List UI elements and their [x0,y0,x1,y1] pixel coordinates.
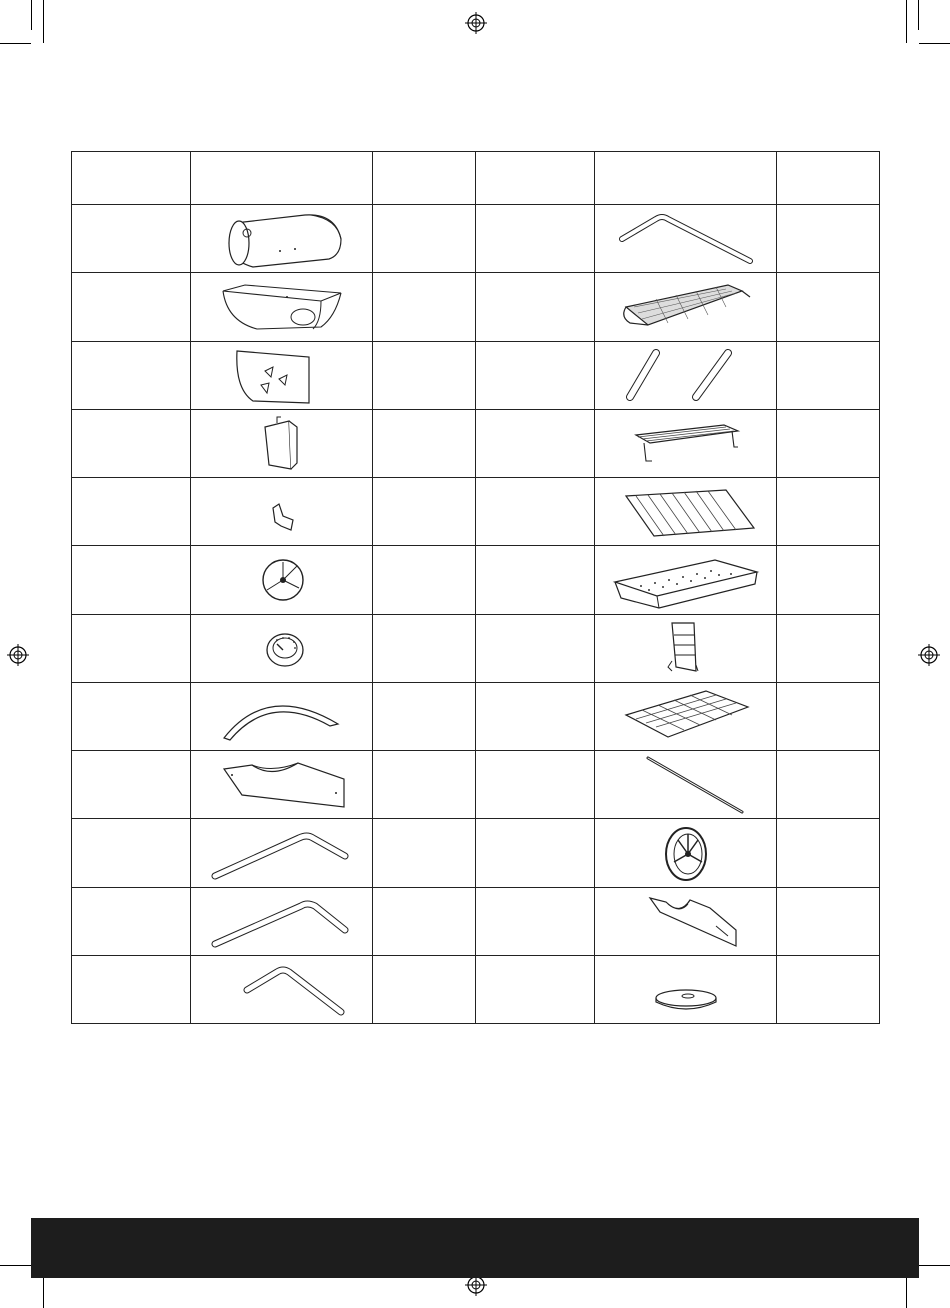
registration-mark-right-icon [918,644,940,666]
support-plate-icon [212,755,352,815]
long-bent-leg-tube-icon [207,822,357,884]
small-bracket-icon [217,482,347,542]
table-row [72,614,880,682]
table-row [72,273,880,341]
table-row [72,819,880,887]
header-cell-qty-2 [777,152,880,205]
table-header-row [72,152,880,205]
crop-mark-top-left-h [0,43,31,44]
table-row [72,546,880,614]
table-row [72,751,880,819]
part-qty-cell [777,682,880,750]
hinge-bracket-icon [217,413,347,473]
table-row [72,887,880,955]
part-qty-cell [373,751,476,819]
crop-mark-top-right-v [906,0,907,43]
header-cell-qty [373,152,476,205]
crop-mark-top-left-v [43,0,44,43]
registration-mark-left-icon [7,644,29,666]
part-image-cell [595,955,777,1023]
part-image-cell [595,819,777,887]
part-image-cell [595,341,777,409]
part-number-cell [72,546,191,614]
part-image-cell [595,273,777,341]
part-qty-cell [373,273,476,341]
thermometer-icon [217,618,347,678]
part-image-cell [191,478,373,546]
part-number-cell [72,205,191,273]
part-image-cell [191,205,373,273]
header-cell-no [72,152,191,205]
part-qty-cell [373,614,476,682]
grill-lid-icon [217,209,347,269]
foot-cap-icon [616,958,756,1020]
crop-mark-top-left-v2 [31,0,32,30]
part-image-cell [191,887,373,955]
bottom-shelf-grid-icon [616,685,756,747]
part-image-cell [595,682,777,750]
crop-mark-top-right-h [919,43,950,44]
parts-list-table [71,151,880,1024]
part-qty-cell [373,955,476,1023]
part-qty-cell [777,546,880,614]
crop-mark-bottom-right-h [919,1265,950,1266]
warming-rack-icon [616,413,756,473]
part-number-cell [476,546,595,614]
header-cell-part-2 [595,152,777,205]
side-shelf-mesh-icon [616,277,756,337]
part-number-cell [72,819,191,887]
part-image-cell [191,409,373,477]
part-image-cell [191,682,373,750]
part-number-cell [72,751,191,819]
part-number-cell [72,341,191,409]
part-image-cell [191,273,373,341]
part-number-cell [72,682,191,750]
part-image-cell [595,409,777,477]
part-qty-cell [777,478,880,546]
part-qty-cell [777,751,880,819]
end-plate-with-vents-icon [217,345,347,405]
table-row [72,955,880,1023]
axle-rod-icon [616,754,756,816]
part-qty-cell [373,546,476,614]
part-qty-cell [777,205,880,273]
part-qty-cell [373,887,476,955]
part-number-cell [72,887,191,955]
part-image-cell [191,546,373,614]
part-number-cell [476,341,595,409]
bent-handle-tube-icon [616,209,756,269]
table-row [72,205,880,273]
part-qty-cell [373,682,476,750]
part-image-cell [191,955,373,1023]
part-number-cell [476,751,595,819]
part-image-cell [595,887,777,955]
table-row [72,682,880,750]
wheel-icon [616,822,756,884]
part-qty-cell [373,409,476,477]
arched-lid-band-icon [212,686,352,746]
part-qty-cell [373,478,476,546]
part-number-cell [476,478,595,546]
part-number-cell [476,955,595,1023]
part-qty-cell [777,955,880,1023]
part-number-cell [72,273,191,341]
part-number-cell [476,819,595,887]
table-row [72,478,880,546]
part-number-cell [476,205,595,273]
footer-bar [31,1218,919,1278]
part-image-cell [191,751,373,819]
part-qty-cell [373,341,476,409]
registration-mark-top-icon [465,12,487,34]
part-image-cell [595,478,777,546]
cooking-grate-icon [616,482,756,542]
part-image-cell [595,751,777,819]
lid-handle-tube-icon [207,958,357,1020]
part-number-cell [476,887,595,955]
part-qty-cell [777,614,880,682]
header-cell-part [191,152,373,205]
part-number-cell [476,682,595,750]
part-qty-cell [777,273,880,341]
part-qty-cell [373,205,476,273]
part-image-cell [595,546,777,614]
part-qty-cell [777,409,880,477]
crop-mark-top-right-v2 [918,0,919,30]
part-image-cell [595,205,777,273]
ash-grate-frame-icon [616,617,756,679]
part-image-cell [191,341,373,409]
part-image-cell [191,819,373,887]
header-cell-no-2 [476,152,595,205]
charcoal-pan-icon [611,550,761,610]
crop-mark-bottom-left-h [0,1265,31,1266]
cradle-bracket-icon [616,890,756,952]
part-image-cell [595,614,777,682]
part-qty-cell [777,887,880,955]
part-qty-cell [373,819,476,887]
part-number-cell [476,273,595,341]
air-vent-damper-icon [217,550,347,610]
part-image-cell [191,614,373,682]
part-qty-cell [777,819,880,887]
part-number-cell [72,955,191,1023]
part-number-cell [476,409,595,477]
part-number-cell [72,409,191,477]
long-bent-leg-tube-b-icon [207,890,357,952]
part-number-cell [476,614,595,682]
leg-tube-pair-icon [616,345,756,405]
part-qty-cell [777,341,880,409]
grill-body-bowl-icon [217,277,347,337]
part-number-cell [72,478,191,546]
part-number-cell [72,614,191,682]
table-row [72,409,880,477]
table-row [72,341,880,409]
